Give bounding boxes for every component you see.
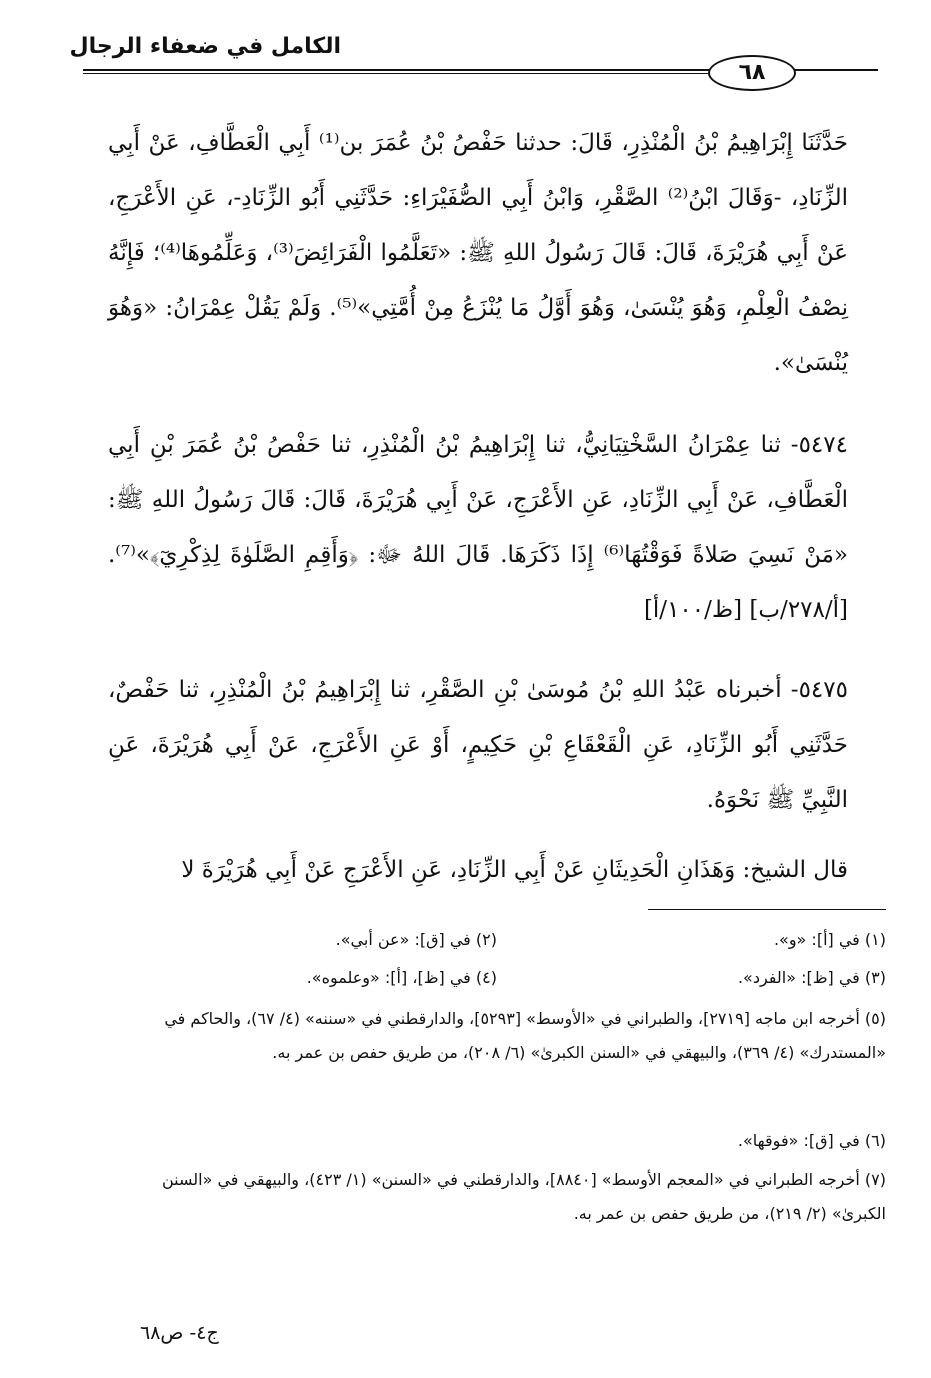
footnote-separator bbox=[648, 909, 886, 910]
footnote-row-2 bbox=[108, 963, 886, 993]
footnote-5: (٥) أخرجه ابن ماجه [٢٧١٩]، والطبراني في «الأوسط» [٥٢٩٣]، والدارقطني في «سننه» (٤/ ٦٧)، والحاكم في «المستدرك» (٤/ ٣٦٩)، والبيهقي في «السنن الكبرىٰ» (٦/ ٢٠٨)، من طريق حفص بن عمر به. bbox=[164, 1009, 886, 1062]
footnote-row-1 bbox=[108, 925, 886, 955]
footnote-4: (٤) في [ظ]، [أ]: «وعلموه». bbox=[306, 968, 497, 987]
paragraph-hadith-5475: ٥٤٧٥- أخبرناه عَبْدُ اللهِ بْنُ مُوسَىٰ بْنِ الصَّقْرِ، ثنا إِبْرَاهِيمُ بْنُ الْمُنْذِرِ، ثنا حَفْصٌ، حَدَّثَنِي أَبُو الزِّنَادِ، عَنِ الْقَعْقَاعِ بْنِ حَكِيمٍ، أَوْ عَنِ الأَعْرَجِ، عَنْ أَبِي هُرَيْرَةَ، عَنِ النَّبِيِّ ﷺ نَحْوَهُ. bbox=[108, 677, 848, 813]
footnote-3: (٣) في [ظ]: «الفرد». bbox=[737, 968, 886, 987]
header-rule-inner bbox=[83, 73, 708, 74]
paragraph-hadith-5474: ٥٤٧٤- ثنا عِمْرَانُ السَّخْتِيَانِيُّ، ثنا إِبْرَاهِيمُ بْنُ الْمُنْذِرِ، ثنا حَفْصُ بْنُ عُمَرَ بْنِ أَبِي الْعَطَّافِ، عَنْ أَبِي الزِّنَادِ، عَنِ الأَعْرَجِ، عَنْ أَبِي هُرَيْرَةَ، قَالَ: قَالَ رَسُولُ اللهِ ﷺ: «مَنْ نَسِيَ صَلاةً فَوَقْتُهَا⁽⁶⁾ إِذَا ذَكَرَهَا. قَالَ اللهُ ﷻ: ﴿وَأَقِمِ الصَّلَوٰةَ لِذِكْرِيٓ﴾»⁽⁷⁾. [أ/٢٧٨/ب] [ظ/١٠٠/أ] bbox=[108, 432, 848, 623]
paragraph-hadith-intro: حَدَّثَنَا إِبْرَاهِيمُ بْنُ الْمُنْذِرِ، قَالَ: حدثنا حَفْصُ بْنُ عُمَرَ بن⁽¹⁾ أَبِي الْعَطَّافِ، عَنْ أَبِي الزِّنَادِ، -وَقَالَ ابْنُ⁽²⁾ الصَّقْرِ، وَابْنُ أَبِي الصُّفَيْرَاءِ: حَدَّثَنِي أَبُو الزِّنَادِ-، عَنِ الأَعْرَجِ، عَنْ أَبِي هُرَيْرَةَ، قَالَ: قَالَ رَسُولُ اللهِ ﷺ: «تَعَلَّمُوا الْفَرَائِضَ⁽³⁾، وَعَلِّمُوهَا⁽⁴⁾؛ فَإِنَّهُ نِصْفُ الْعِلْمِ، وَهُوَ يُنْسَىٰ، وَهُوَ أَوَّلُ مَا يُنْزَعُ مِنْ أُمَّتِي»⁽⁵⁾. وَلَمْ يَقُلْ عِمْرَانُ: «وَهُوَ يُنْسَىٰ». bbox=[108, 130, 849, 376]
running-header-title: الكامل في ضعفاء الرجال bbox=[69, 34, 341, 59]
volume-page-signature: ج٤- ص٦٨ bbox=[140, 1322, 219, 1344]
page-number-badge: ٦٨ bbox=[708, 55, 796, 91]
footnote-1: (١) في [أ]: «و». bbox=[773, 930, 886, 949]
footnote-2: (٢) في [ق]: «عن أبي». bbox=[335, 930, 497, 949]
paragraph-sheikh-comment: قال الشيخ: وَهَذَانِ الْحَدِيثَانِ عَنْ أَبِي الزِّنَادِ، عَنِ الأَعْرَجِ عَنْ أَبِي هُرَيْرَةَ لا bbox=[181, 857, 848, 883]
footnote-7: (٧) أخرجه الطبراني في «المعجم الأوسط» [٨٨٤٠]، والدارقطني في «السنن» (١/ ٤٢٣)، والبيهقي في «السنن الكبرىٰ» (٢/ ٢١٩)، من طريق حفص بن عمر به. bbox=[161, 1170, 886, 1223]
footnote-6: (٦) في [ق]: «فوقها». bbox=[737, 1131, 886, 1150]
